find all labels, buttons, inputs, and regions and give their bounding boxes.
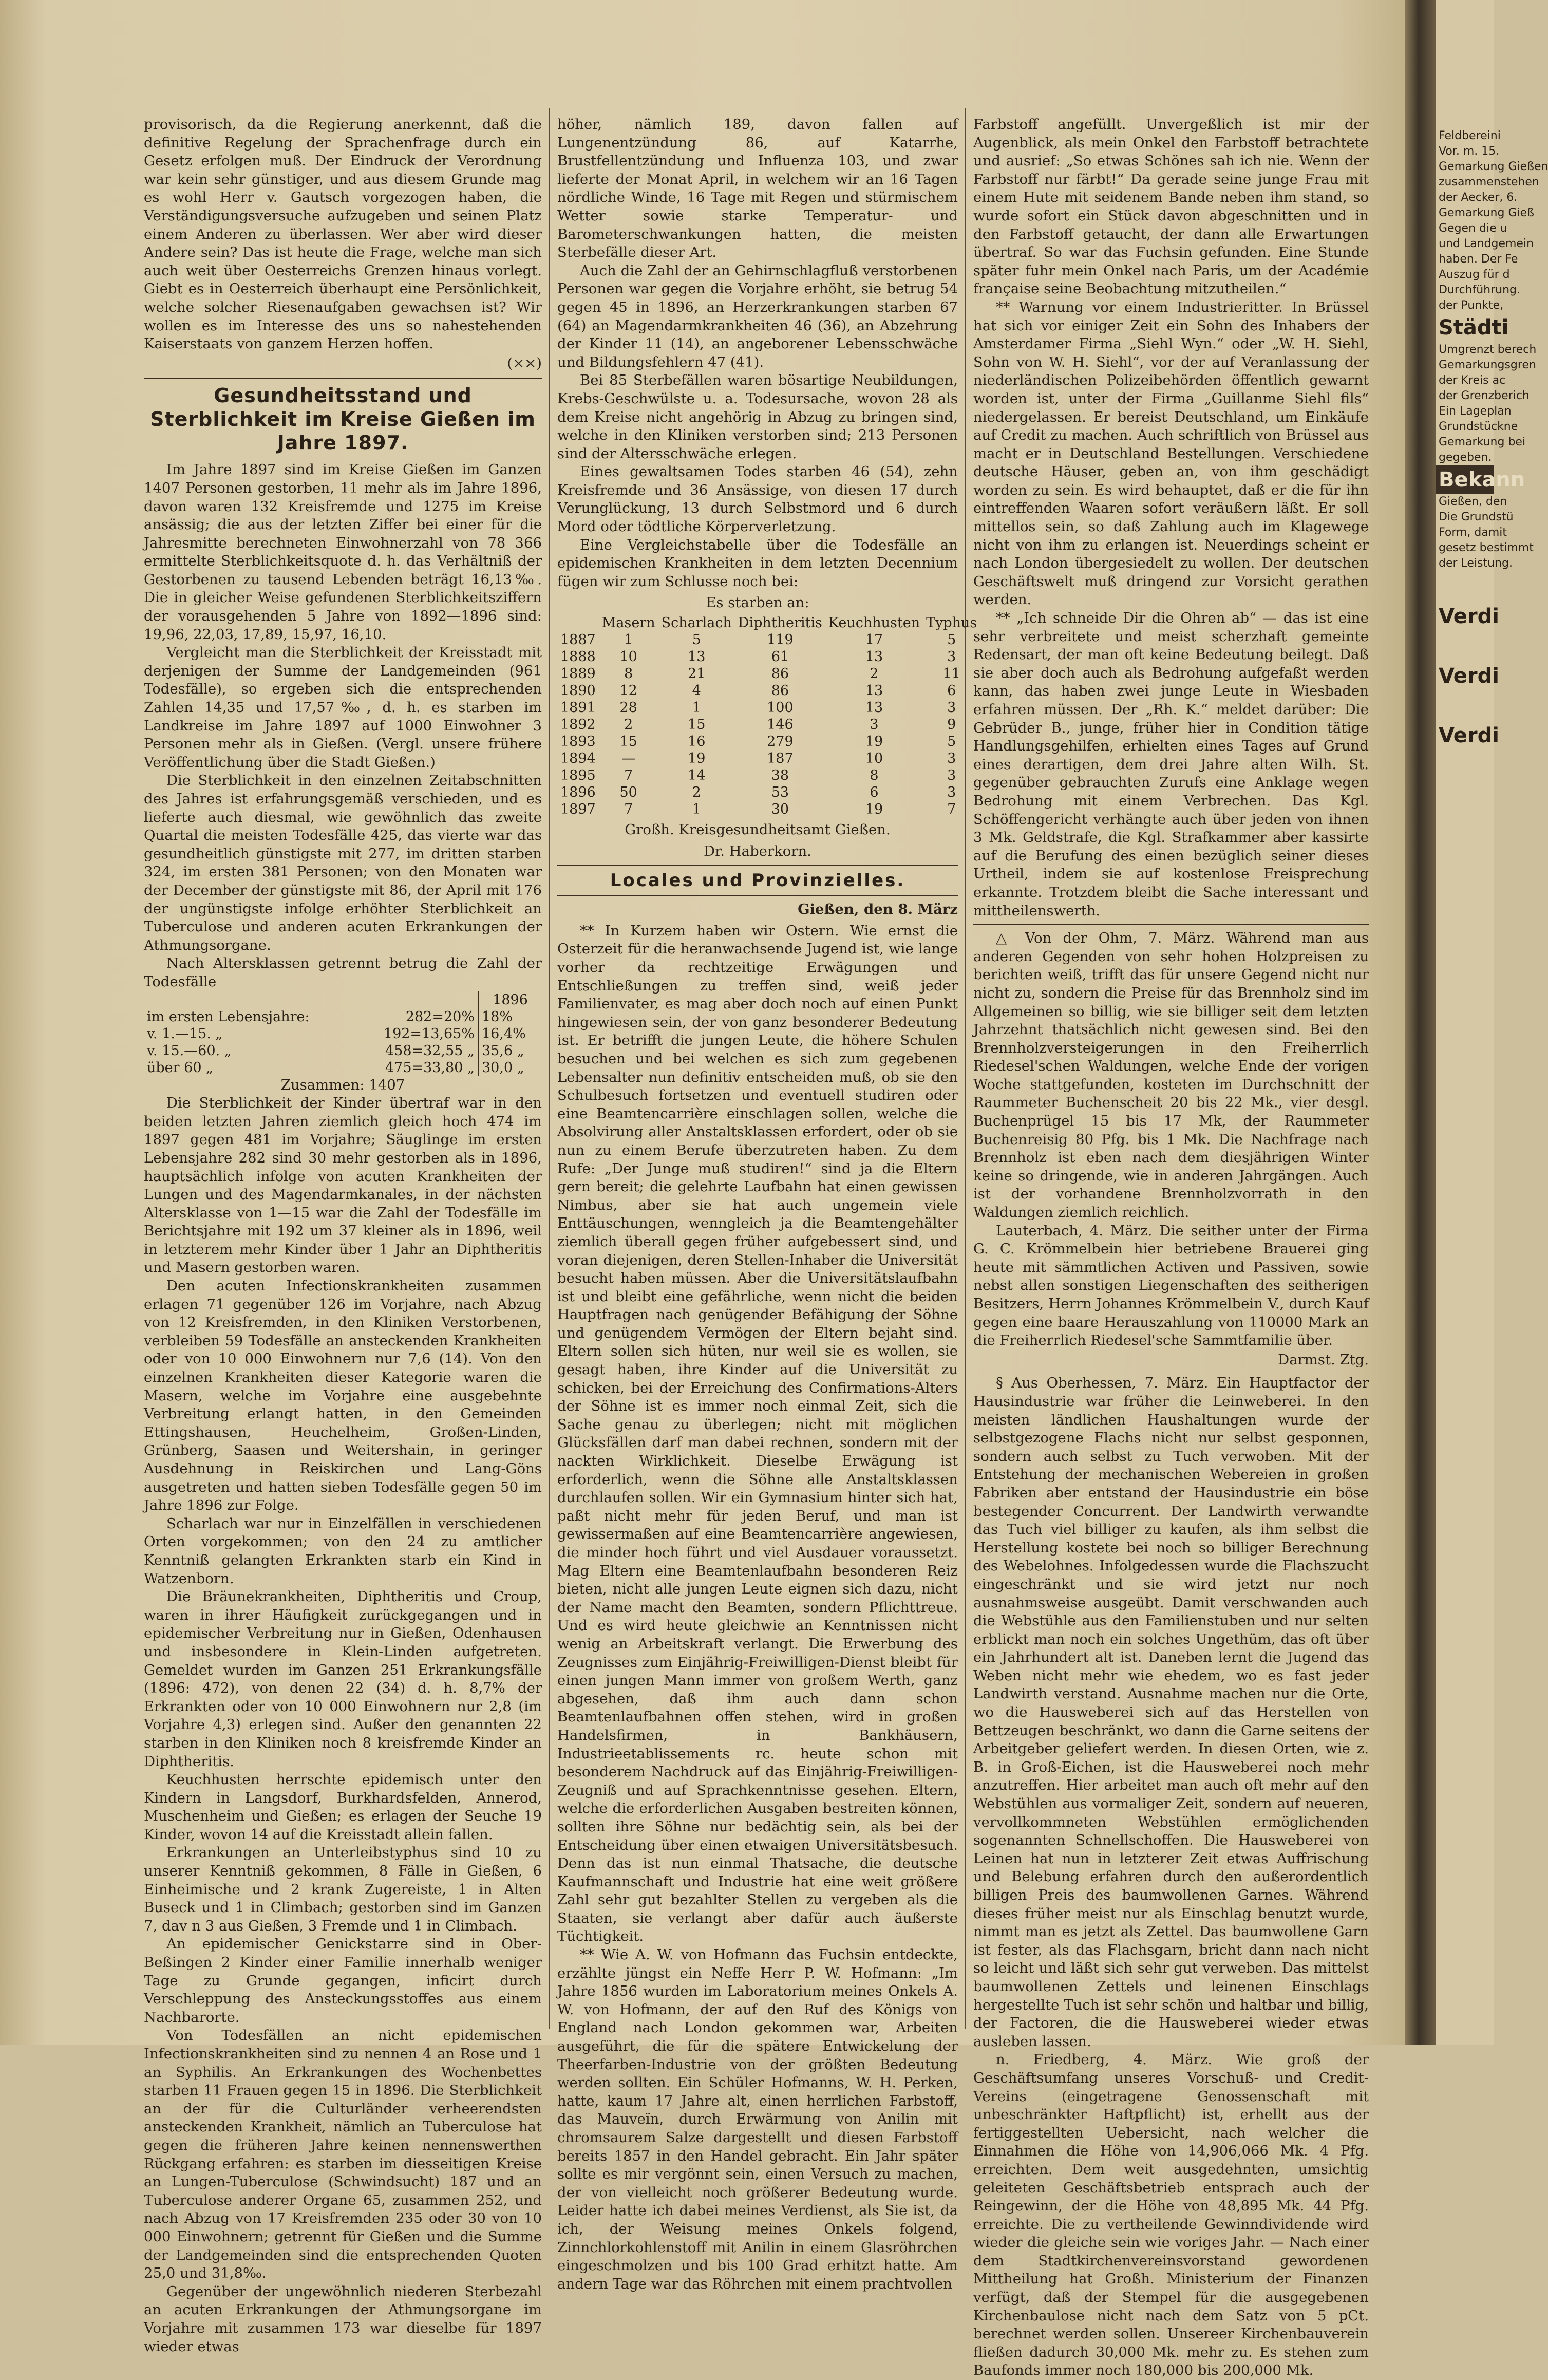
adjacent-text-line: Umgrenzt berech [1439, 343, 1537, 356]
table-cell: 1897 [560, 801, 596, 818]
paragraph: An epidemischer Genickstarre sind in Ober-Beßingen 2 Kinder einer Familie innerhalb weniger Tage zu Grunde gegangen, inficirt durch Verschleppung des Ansteckungsstoffes aus einem Nachbarorte. [144, 1936, 542, 2026]
paragraph: Eines gewaltsamen Todes starben 46 (54), zehn Kreisfremde und 36 Ansässige, von diesen 17 durch Verunglückung, 13 durch Selbstmord und 6 durch Mord oder tödtliche Körperverletzung. [557, 463, 958, 535]
adjacent-text-line: der Grenzberich [1439, 389, 1530, 402]
table-cell: 1893 [560, 734, 596, 750]
source-attribution: Darmst. Ztg. [1278, 1351, 1369, 1368]
paragraph: Nach Altersklassen getrennt betrug die Zahl der Todesfälle [144, 955, 542, 990]
table-cell: 1895 [560, 767, 596, 784]
table-cell: 4 [692, 683, 701, 699]
table-cell: 9 [947, 717, 956, 733]
adjacent-text-line: der Aecker, 6. [1439, 191, 1518, 204]
adjacent-text-line: und Landgemein [1439, 237, 1534, 250]
table-cell: 1890 [560, 683, 596, 699]
adjacent-text-line: zusammenstehen [1439, 176, 1539, 189]
intro-mark: (××) [507, 354, 542, 371]
table-header-cell: Scharlach [661, 615, 732, 631]
adjacent-text-line: Vor. m. 15. [1439, 145, 1500, 158]
age-class-table [144, 991, 542, 1076]
paragraph: § Aus Oberhessen, 7. März. Ein Hauptfactor der Hausindustrie war früher die Leinweberei. In den meisten ländlichen Haushaltungen wurde der selbstgezogene Flachs nicht nur selbst gesponnen, sondern auch selbst zu Tuch verwoben. Mit der Entstehung der mechanischen Webereien in großen Fabriken aber entstand der Hausindustrie ein böse bestegender Concurrent. Der Landwirth verwandte das Tuch viel billiger zu kaufen, als ihm selbst die Herstellung kostete bei noch so billiger Berechnung des Webelohnes. Infolgedessen wurde die Flachszucht eingeschränkt und sie wird jetzt nur noch ausnahmsweise ausgeübt. Damit verschwanden auch die Webstühle aus den Familienstuben und nur selten erblickt man noch ein solches Ungethüm, das oft über ein Jahrhundert alt ist. Daneben lernt die Jugend das Weben nicht mehr wie ehedem, wo es fast jeder Landwirth verstand. Ausnahme machen nur die Orte, wo die Hausweberei sich auf das Herstellen von Bettzeugen beschränkt, wo dann die Garne seitens der Arbeitgeber geliefert werden. In diesen Orten, wie z. B. in Groß-Eichen, ist die Hausweberei noch mehr anzutreffen. Hier arbeitet man auch oft mehr auf den Webstühlen aus vormaliger Zeit, sondern auf neueren, vervollkommneten Webstühlen ermöglichenden sogenannten Schnellschoffen. Die Hausweberei von Leinen hat nun in letzterer Zeit etwas Auffrischung und Belebung erfahren durch den außerordentlich billigen Preis des baumwollenen Garnes. Während dieses früher meist nur als Einschlag benutzt wurde, nimmt man es jetzt als Zettel. Das baumwollene Garn ist fester, als das Flachsgarn, bricht dann nach nicht so leicht und läßt sich sehr gut verweben. Das mittelst baumwollenen Zettels und leinenen Einschlags hergestellte Tuch ist sehr schön und haltbar und billig, der Factoren, die die Hausweberei wieder etwas ausleben lassen. [973, 1375, 1369, 2050]
table-cell: 1889 [560, 666, 596, 682]
adjacent-text-line: Gemarkung bei [1439, 436, 1526, 448]
table-cell: 5 [947, 632, 956, 648]
table-cell: 30 [771, 801, 789, 818]
paragraph: Gegenüber der ungewöhnlich niederen Sterbezahl an acuten Erkrankungen der Athmungsorgane im Vorjahre mit zusammen 173 war dieselbe für 1897 wieder etwas [144, 2283, 542, 2355]
paragraph: Bei 85 Sterbefällen waren bösartige Neubildungen, Krebs-Geschwülste u. a. Todesursache, wovon 28 als dem Kreise nicht angehörig in Abzug zu bringen sind, welche in den Kliniken verstorben sind; 213 Personen sind der Altersschwäche erlegen. [557, 372, 958, 462]
table-cell: 5 [692, 632, 701, 648]
table-total: Zusammen: 1407 [280, 1076, 405, 1093]
adjacent-page-edge [1436, 0, 1548, 2045]
table-cell: 279 [767, 734, 794, 750]
table-row [557, 801, 980, 818]
table-cell: 6 [870, 784, 879, 801]
table-header-cell: Diphtheritis [738, 615, 822, 631]
table-cell: 3 [947, 784, 956, 801]
paragraph: Die Bräunekrankheiten, Diphtheritis und Croup, waren in ihrer Häufigkeit zurückgegangen und in epidemischer Verbreitung nur in Gießen, Odenhausen und insbesondere in Klein-Linden aufgetreten. Gemeldet wurden im Ganzen 251 Erkrankungsfälle (1896: 472), von denen 22 (34) d. h. 8,7% der Erkrankten oder von 10 000 Einwohnern nur 2,8 (im Vorjahre 4,3) erlegen sind. Außer den genannten 22 starben in den Kliniken noch 8 kreisfremde Kinder an Diphtheritis. [144, 1588, 542, 1770]
epidemic-deaths-table [557, 614, 980, 818]
table-cell: 3 [870, 717, 879, 733]
adjacent-heading: Bekann [1436, 465, 1494, 494]
paragraph: Die Sterblichkeit der Kinder übertraf war in den beiden letzten Jahren ziemlich gleich hoch 474 im 1897 gegen 481 im Vorjahre; Säuglinge im ersten Lebensjahre 282 sind 30 mehr gestorben als in 1896, hauptsächlich infolge von acuten Krankheiten der Lungen und des Magendarmkanales, in der nächsten Altersklasse von 1—15 war die Zahl der Todesfälle im Berichtsjahre mit 192 um 37 kleiner als in 1896, weil in letzterem mehr Kinder über 1 Jahr an Diphtheritis und Masern gestorben waren. [144, 1095, 542, 1276]
adjacent-text-line: Auszug für d [1439, 268, 1510, 281]
table-cell: 2 [624, 717, 633, 733]
paragraph: Erkrankungen an Unterleibstyphus sind 10 zu unserer Kenntniß gekommen, 8 Fälle in Gießen, 6 Einheimische und 2 krank Zugereiste, 1 in Alten Buseck und 1 in Climbach; gestorben sind im Ganzen 7, dav n 3 aus Gießen, 3 Fremde und 1 in Climbach. [144, 1844, 542, 1934]
table-cell: 12 [619, 683, 637, 699]
table-cell: 13 [865, 649, 883, 665]
table-cell: 1896 [560, 784, 596, 801]
table-cell: 1891 [560, 700, 596, 716]
paragraph: ** „Ich schneide Dir die Ohren ab“ — das ist eine sehr verbreitete und meist scherzhaft gemeinte Redensart, der man oft keine Bedeutung beilegt. Daß sie aber doch auch als Bedrohung aufgefaßt werden kann, das haben zwei junge Leute in Wiesbaden erfahren müssen. Der „Rh. K.“ meldet darüber: Die Gebrüder B., junge, früher hier in Condition tätige Handlungsgehilfen, erhielten eines Tages auf Grund eines derartigen, dem drei Jahre alten Wilh. St. gegenüber gebrauchten Zurufs eine Anklage wegen Bedrohung mit einem Verbrechen. Das Kgl. Schöffengericht verhängte auch über jeden von ihnen 3 Mk. Geldstrafe, die Kgl. Strafkammer aber kassirte auf die Berufung des einen bezüglich seiner dieses Urtheil, indem sie auf kostenlose Freisprechung erkannte. Trotzdem bleibt die Sache interessant und mittheilenswerth. [973, 610, 1369, 919]
table-cell: 13 [865, 683, 883, 699]
adjacent-heading: Städti [1439, 316, 1509, 340]
table-cell: 1 [692, 801, 701, 818]
table-row [557, 682, 980, 699]
table-cell: 38 [771, 767, 789, 784]
adjacent-page-lines [1436, 128, 1548, 750]
adjacent-text-line: Gegen die u [1439, 222, 1507, 235]
table-header: 1896 [478, 991, 542, 1008]
table-row [557, 648, 980, 665]
table-cell: 1894 [560, 751, 596, 767]
table-cell: 3 [947, 649, 956, 665]
table-cell: 7 [624, 767, 633, 784]
table-cell: 15 [688, 717, 706, 733]
paragraph: Im Jahre 1897 sind im Kreise Gießen im Ganzen 1407 Personen gestorben, 11 mehr als im Jahre 1896, davon waren 132 Kreisfremde und 1275 im Kreise ansässig; die aus der letzten Ziffer bei einer für die Jahresmitte berechneten Einwohnerzahl von 78 366 ermittelte Sterblichkeitsquote d. h. das Verhältniß der Gestorbenen zu tausend Lebenden beträgt 16,13‰. Die in gleicher Weise gefundenen Sterblichkeitsziffern der vorausgehenden 5 Jahre von 1892—1896 sind: 19,96, 22,03, 17,89, 15,97, 16,10. [144, 461, 542, 643]
table-row [557, 767, 980, 784]
table-cell: 1888 [560, 649, 596, 665]
paragraph: Vergleicht man die Sterblichkeit der Kreisstadt mit derjenigen der Summe der Landgemeinden (961 Todesfälle), so ergeben sich die entsprechenden Zahlen 14,35 und 17,57‰, d. h. es starben im Landkreise im Jahre 1897 auf 1000 Einwohner 3 Personen mehr als in Gießen. (Vergl. unsere frühere Veröffentlichung über die Stadt Gießen.) [144, 644, 542, 771]
table-row: v. 1.—15. „ 192=13,65% 16,4% [144, 1025, 542, 1042]
adjacent-text-line: Die Grundstü [1439, 511, 1514, 523]
adjacent-text-line: der Punkte, [1439, 299, 1504, 312]
section-heading: Locales und Provinzielles. [557, 865, 958, 896]
table-cell: 19 [688, 751, 706, 767]
table-cell: 17 [865, 632, 883, 648]
intro-paragraph: provisorisch, da die Regierung anerkennt, daß die definitive Regelung der Sprachenfrage durch ein Gesetz erfolgen muß. Der Eindruck der Verordnung war kein sehr günstiger, und aus diesem Grunde mag es wohl Herr v. Gautsch vorgezogen haben, die Verständigungsversuche aufzugeben und seinen Platz einem Anderen zu überlassen. Wer aber wird dieser Andere sein? Das ist heute die Frage, welche man sich auch weit über Oesterreichs Grenzen hinaus vorlegt. Giebt es in Oesterreich überhaupt eine Persönlichkeit, welche solcher Riesenaufgaben gewachsen ist? Wir wollen es im Interesse des uns so nahestehenden Kaiserstaats von ganzem Herzen hoffen. [144, 116, 542, 352]
adjacent-text-line: haben. Der Fe [1439, 253, 1518, 266]
table-cell: 86 [771, 683, 789, 699]
table-cell: 16 [688, 734, 706, 750]
dateline: Gießen, den 8. März [798, 901, 958, 918]
table-cell: 19 [865, 734, 883, 750]
column-middle [557, 116, 977, 2292]
paragraph: Scharlach war nur in Einzelfällen in verschiedenen Orten vorgekommen; von den 24 zu amtlicher Kenntniß gelangten Erkrankten starb ein Kind in Watzenborn. [144, 1515, 542, 1587]
adjacent-text-line: Ein Lageplan [1439, 405, 1512, 418]
paragraph: Lauterbach, 4. März. Die seither unter der Firma G. C. Krömmelbein hier betriebene Brauerei ging heute mit sämmtlichen Activen und Passiven, sowie nebst allen sonstigen Liegenschaften des seitherigen Besitzers, Herrn Johannes Krömmelbein V., durch Kauf gegen eine baare Herauszahlung von 110000 Mark an die Freiherrlich Riedesel'sche Sammtfamilie über. [973, 1222, 1369, 1349]
table-row [557, 784, 980, 801]
table-row [557, 716, 980, 733]
paragraph: Auch die Zahl der an Gehirnschlagfluß verstorbenen Personen war gegen die Vorjahre erhöht, sie betrug 54 gegen 45 in 1896, an Herzerkrankungen starben 67 (64) an Magendarmkrankheiten 46 (36), an Abzehrung der Kinder 11 (14), an angeborener Lebensschwäche und Bildungsfehlern 47 (41). [557, 262, 958, 370]
table-cell: 8 [870, 767, 879, 784]
paragraph: Eine Vergleichstabelle über die Todesfälle an epidemischen Krankheiten in dem letzten Decennium fügen wir zum Schlusse noch bei: [557, 536, 958, 590]
paragraph: ** In Kurzem haben wir Ostern. Wie ernst die Osterzeit für die heranwachsende Jugend ist, wie lange vorher da rechtzeitige Erwägungen und Entschließungen zu treffen sind, weiß jeder Familienvater, es mag aber doch noch auf einen Punkt hingewiesen sein, der von ganz besonderer Bedeutung ist. Er betrifft die jungen Leute, die höhere Schulen besuchen und bei welchen es sich zum gegebenen Lebensalter nun definitiv entscheiden muß, ob sie den Schulbesuch fortsetzen und eventuell studiren oder eine Beamtencarrière einschlagen sollen, welche die Absolvirung aller Anstaltsklassen erfordert, oder ob sie nun zu einem Berufe überzutreten haben. Zu dem Rufe: „Der Junge muß studiren!“ sind ja die Eltern gern bereit; die gelehrte Laufbahn hat einen gewissen Nimbus, aber sie hat auch ungemein viele Enttäuschungen, wenngleich ja die Beamtengehälter ziemlich überall gegen früher aufgebessert sind, und voran diejenigen, deren Stellen-Inhaber die Universität besucht haben müssen. Aber die Universitätslaufbahn ist und bleibt eine gefährliche, wenn nicht die beiden Hauptfragen nach genügender Befähigung der Söhne und genügendem Vermögen der Eltern bejaht sind. Eltern sollen sich hüten, nur weil sie es wollen, sie gesagt haben, ihre Kinder auf die Universität zu schicken, bei der Erreichung des Confirmations-Alters der Söhne ist es immer noch einmal Zeit, sich die Sache genau zu überlegen; nicht mit möglichen Glücksfällen darf man dabei rechnen, sondern mit der nackten Wirklichkeit. Dieselbe Erwägung ist erforderlich, wenn die Söhne alle Anstaltsklassen durchlaufen sollen. Wir ein Gymnasium hinter sich hat, paßt nicht mehr für jeden Beruf, und man ist gewissermaßen auf eine Beamtencarrière angewiesen, die minder hoch führt und viel Ausdauer voraussetzt. Mag Eltern eine Beamtenlaufbahn besonderen Reiz bieten, nicht alle jungen Leute eignen sich dazu, nicht der Name macht den Beamten, sondern Pflichttreue. Und es wird heute gleichwie an Kenntnissen nicht wenig an Arbeitskraft verlangt. Die Erwerbung des Zeugnisses zum Einjährig-Freiwilligen-Dienst bleibt für einen jungen Mann immer von großem Werth, ganz abgesehen, daß ihm auch dann schon Beamtenlaufbahnen offen stehen, wird in großen Handelsfirmen, in Bankhäusern, Industrieetablissements rc. heute schon mit besonderem Nachdruck auf das Einjährig-Freiwilligen-Zeugniß und auf Sprachkenntnisse gesehen. Eltern, welche die erforderlichen Ausgaben bestreiten können, sollten ihre Söhne nur bedächtig sein, als bei der Entscheidung über einen etwaigen Universitätsbesuch. Denn das ist nun einmal Thatsache, die deutsche Kaufmannschaft und Industrie hat eine weit größere Zahl sehr gut bezahlter Stellen zu vergeben als die Staaten, sie verlangt aber dafür auch äußerste Tüchtigkeit. [557, 922, 958, 1945]
table-cell: 1892 [560, 717, 596, 733]
table-cell: 1887 [560, 632, 596, 648]
table-cell: 10 [619, 649, 637, 665]
table-cell: — [621, 751, 636, 767]
table-row: über 60 „ 475=33,80 „ 30,0 „ [144, 1059, 542, 1076]
table-row [557, 665, 980, 682]
signature-office: Großh. Kreisgesundheitsamt Gießen. [625, 821, 891, 838]
table-cell: 50 [619, 784, 637, 801]
table-cell: 13 [865, 700, 883, 716]
paragraph: Die Sterblichkeit in den einzelnen Zeitabschnitten des Jahres ist erfahrungsgemäß verschieden, und es lieferte auch diesmal, wie gewöhnlich das zweite Quartal die meisten Todesfälle 425, das vierte war das gesundheitlich günstigste mit 277, im dritten starben 324, im ersten 381 Personen; von den Monaten war der December der günstigste mit 86, der April mit 176 der ungünstigste infolge erhöhter Sterblichkeit an Tuberculose und anderen acuten Erkrankungen der Athmungsorgane. [144, 772, 542, 953]
table-cell: 2 [870, 666, 879, 682]
table-cell: 119 [767, 632, 794, 648]
paragraph: n. Friedberg, 4. März. Wie groß der Geschäftsumfang unseres Vorschuß- und Credit-Vereins (eingetragene Genossenschaft mit unbeschränkter Haftpflicht) ist, erhellt aus der fertiggestellten Uebersicht, nach welcher die Einnahmen die Höhe von 14,906,066 Mk. 4 Pfg. erreichten. Dem weit ausgedehnten, umsichtig geleiteten Geschäftsbetrieb entsprach auch der Reingewinn, der die Höhe von 48,895 Mk. 44 Pfg. erreichte. Die zu vertheilende Gewinndividende wird wieder die gleiche sein wie voriges Jahr. — Nach einer dem Stadtkirchenvereinsvorstand gewordenen Mittheilung hat Großh. Ministerium der Finanzen verfügt, daß der Stempel für die ausgegebenen Kirchenbaulose nicht nach dem Satz von 5 pCt. berechnet werden sollen. Unsereer Kirchenbauverein fließen dadurch 30,000 Mk. mehr zu. Es stehen zum Baufonds immer noch 180,000 bis 200,000 Mk. [973, 2051, 1369, 2379]
paragraph: Keuchhusten herrschte epidemisch unter den Kindern in Langsdorf, Burkhardsfelden, Annerod, Muschenheim und Gießen; es erlagen der Seuche 19 Kinder, wovon 14 auf die Kreisstadt allein fallen. [144, 1771, 542, 1843]
adjacent-heading: Verdi [1439, 664, 1499, 688]
table-header-cell [557, 614, 599, 631]
table-cell: 61 [771, 649, 789, 665]
table-cell: 3 [947, 767, 956, 784]
adjacent-text-line: Form, damit [1439, 526, 1507, 539]
table-cell: 5 [947, 734, 956, 750]
adjacent-heading: Verdi [1439, 724, 1499, 747]
table-row [557, 733, 980, 750]
table-row: im ersten Lebensjahre: 282=20% 18% [144, 1008, 542, 1025]
column-rule [965, 108, 966, 2029]
table-cell: 53 [771, 784, 789, 801]
table-cell: 15 [619, 734, 637, 750]
column-left [144, 116, 542, 2355]
paragraph: Von Todesfällen an nicht epidemischen Infectionskrankheiten sind zu nennen 4 an Rose und 1 an Syphilis. An Erkrankungen des Wochenbettes starben 11 Frauen gegen 15 in 1896. Die Sterblichkeit an der für die Culturländer verheerendsten ansteckenden Krankheit, nämlich an Tuberculose hat gegen die früheren Jahre keinen nennenswerthen Rückgang erfahren: es starben im diesseitigen Kreise an Lungen-Tuberculose (Schwindsucht) 187 und an Tuberculose anderer Organe 65, zusammen 252, und nach Abzug von 17 Kreisfremden 235 oder 30 von 10 000 Einwohnern; getrennt für Gießen und die Summe der Landgemeinden sind die entsprechenden Quoten 25,0 und 31,8‰. [144, 2027, 542, 2282]
table-cell: 10 [865, 751, 883, 767]
table-cell: 13 [688, 649, 706, 665]
table-cell: 100 [767, 700, 794, 716]
column-rule [549, 108, 550, 2029]
adjacent-heading: Verdi [1439, 605, 1499, 628]
table-cell: 146 [767, 717, 794, 733]
table-header-row [557, 614, 980, 631]
divider [973, 924, 1369, 925]
table-row [557, 699, 980, 716]
table-cell: 1 [624, 632, 633, 648]
table-cell: 28 [619, 700, 637, 716]
book-gutter [1405, 0, 1436, 2045]
adjacent-text-line: Gemarkung Gieß [1439, 207, 1535, 219]
table-row: v. 15.—60. „ 458=32,55 „ 35,6 „ [144, 1042, 542, 1059]
table-cell: 86 [771, 666, 789, 682]
adjacent-text-line: der Leistung. [1439, 557, 1513, 570]
table-cell: 19 [865, 801, 883, 818]
table-cell: 21 [688, 666, 706, 682]
table-cell: 7 [947, 801, 956, 818]
adjacent-text-line: Gießen, den [1439, 495, 1507, 508]
table-cell: 187 [767, 751, 794, 767]
table-cell: 3 [947, 751, 956, 767]
adjacent-text-line: Gemarkung Gießen [1439, 160, 1548, 173]
paragraph: △ Von der Ohm, 7. März. Während man aus anderen Gegenden von sehr hohen Holzpreisen zu berichten weiß, trifft das für unsere Gegend nicht nur nicht zu, sondern die Preise für das Brennholz sind im Allgemeinen so billig, wie sie billiger seit dem letzten Jahrzehnt thatsächlich nicht gewesen sind. Bei den Brennholzversteigerungen in den Freiherrlich Riedesel'schen Waldungen, welche Ende der vorigen Woche stattgefunden, kosteten im Durchschnitt der Raummeter Buchenscheit 20 bis 22 Mk., vier desgl. Buchenprügel 15 bis 17 Mk, der Raummeter Buchenreisig 80 Pfg. bis 1 Mk. Die Nachfrage nach Brennholz ist eben nach dem diesjährigen Winter keine so dringende, wie in anderen Jahrgängen. Auch ist der vorhandene Brennholzvorrath in den Waldungen ziemlich reichlich. [973, 930, 1369, 1221]
adjacent-text-line: Feldbereini [1439, 129, 1501, 142]
paragraph: höher, nämlich 189, davon fallen auf Lungenentzündung 86, auf Katarrhe, Brustfellentzündung und Influenza 103, und zwar lieferte der Monat April, in welchem wir an 16 Tagen nördliche Winde, 16 Tage mit Regen und stürmischem Wetter sowie starke Temperatur- und Barometerschwankungen hatten, die meisten Sterbefälle dieser Art. [557, 116, 958, 261]
table-cell: 14 [688, 767, 706, 784]
signature-name: Dr. Haberkorn. [704, 842, 811, 859]
paragraph: Farbstoff angefüllt. Unvergeßlich ist mir der Augenblick, als mein Onkel den Farbstoff betrachtete und ausrief: „So etwas Schönes sah ich nie. Wenn der Farbstoff nur färbt!“ Da gerade seine junge Frau mit einem Hute mit seidenem Bande neben ihm stand, so wurde sofort ein Stück davon abgeschnitten und in den Farbstoff getaucht, der dann alle Erwartungen übertraf. So war das Fuchsin gefunden. Eine Stunde später fuhr mein Onkel nach Paris, um der Académie française seine Beobachtung mitzutheilen.“ [973, 116, 1369, 297]
paragraph: Den acuten Infectionskrankheiten zusammen erlagen 71 gegenüber 126 im Vorjahre, nach Abzug von 12 Kreisfremden, in den Kliniken Verstorbenen, verbleiben 59 Todesfälle an ansteckenden Krankheiten oder von 10 000 Einwohnern nur 7,6 (14). Von den einzelnen Krankheiten dieser Kategorie waren die Masern, welche im Vorjahre eine ausgebehnte Verbreitung erlangt hatten, in den Gemeinden Ettingshausen, Heuchelheim, Großen-Linden, Grünberg, Saasen und Weitershain, in geringer Ausdehnung in Reiskirchen und Lang-Göns ausgetreten und hatten sieben Todesfälle gegen 50 im Jahre 1896 zur Folge. [144, 1278, 542, 1514]
table-cell: 8 [624, 666, 633, 682]
table-row [557, 750, 980, 767]
table-header-cell: Keuchhusten [828, 615, 920, 631]
table-cell: 6 [947, 683, 956, 699]
table-header-cell: Typhus [926, 615, 977, 631]
table-caption: Es starben an: [706, 594, 809, 611]
adjacent-text-line: der Kreis ac [1439, 374, 1506, 387]
table-cell: 2 [692, 784, 701, 801]
divider [144, 378, 542, 379]
adjacent-text-line: Gemarkungsgren [1439, 359, 1536, 371]
adjacent-text-line: gesetz bestimmt [1439, 541, 1534, 554]
article-heading: Gesundheitsstand und Sterblichkeit im Kreise Gießen im Jahre 1897. [150, 384, 536, 455]
table-cell: 1 [692, 700, 701, 716]
adjacent-text-line: Durchführung. [1439, 284, 1521, 296]
paragraph: ** Warnung vor einem Industrieritter. In Brüssel hat sich vor einiger Zeit ein Sohn des Inhabers der Amsterdamer Firma „Siehl Wyn.“ oder „W. H. Siehl, Sohn von W. H. Siehl“, vor der auf Veranlassung der niederländischen Polizeibehörden öffentlich gewarnt worden ist, unter der Firma „Guillanme Siehl fils“ niedergelassen. Er bereist Deutschland, um Einkäufe auf Credit zu machen. Auch schriftlich von Brüssel aus macht er in Deutschland Bestellungen. Verschiedene deutsche Häuser, geben an, von ihm geschädigt worden zu sein. Es wird behauptet, daß er die für ihn eintreffenden Waaren sofort veräußern läßt. Er soll mittellos sein, so daß Zahlung auch im Klagewege nicht von ihm zu erlangen ist. Neuerdings scheint er nach London übergesiedelt zu wollen. Der deutschen Geschäftswelt muß dringend zur Vorsicht gerathen werden. [973, 298, 1369, 608]
column-right [973, 116, 1369, 2379]
table-row [557, 631, 980, 648]
adjacent-text-line: Grundstückne [1439, 420, 1518, 433]
adjacent-text-line: gegeben. [1439, 451, 1492, 464]
paragraph: ** Wie A. W. von Hofmann das Fuchsin entdeckte, erzählte jüngst ein Neffe Herr P. W. Hofmann: „Im Jahre 1856 wurden im Laboratorium meines Onkels A. W. von Hofmann, der auf den Ruf des Königs von England nach London gekommen war, Arbeiten ausgeführt, die für die spätere Entwickelung der Theerfarben-Industrie von der größten Bedeutung werden sollten. Ein Schüler Hofmanns, W. H. Perken, hatte, kaum 17 Jahre alt, einen herrlichen Farbstoff, das Mauveïn, durch Erwärmung von Anilin mit chromsaurem Salze dargestellt und diesen Farbstoff bereits 1857 in den Handel gebracht. Ein Jahr später sollte es mir vergönnt sein, einen Versuch zu machen, der von vielleicht noch größerer Bedeutung wurde. Leider hatte ich dabei meines Verdienst, als Sie ist, da ich, der Weisung meines Onkels folgend, Zinnchlorkohlenstoff mit Anilin in einem Glasröhrchen eingeschmolzen und bis 100 Grad erhitzt hatte. Am andern Tage war das Röhrchen mit einem prachtvollen [557, 1946, 958, 2292]
table-cell: 7 [624, 801, 633, 818]
table-header-cell: Masern [601, 615, 655, 631]
table-cell: 3 [947, 700, 956, 716]
table-cell: 11 [942, 666, 960, 682]
